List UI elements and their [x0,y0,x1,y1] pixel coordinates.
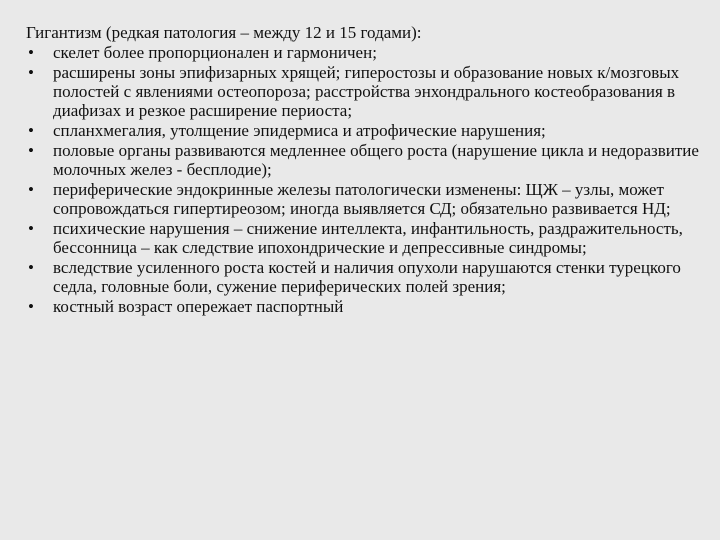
list-item [26,297,706,316]
list-item [26,121,706,140]
list-item-text: половые органы развиваются медленнее общего роста (нарушение цикла и недоразвитие молочных желез - бесплодие); [53,141,699,179]
list-item-text: периферические эндокринные железы патологически изменены: ЩЖ – узлы, может сопровождаться гипертиреозом; иногда выявляется СД; обязательно развивается НД; [53,180,671,218]
bullet-icon: • [28,297,34,316]
list-item [26,43,706,62]
list-item-text: спланхмегалия, утолщение эпидермиса и атрофические нарушения; [53,121,546,140]
bullet-icon: • [28,43,34,62]
list-item-text: костный возраст опережает паспортный [53,297,344,316]
list-item-text: расширены зоны эпифизарных хрящей; гиперостозы и образование новых к/мозговых полостей с явлениями остеопороза; расстройства энхондрального костеобразования в диафизах и резкое расширение периоста; [53,63,680,120]
list-item [26,258,706,296]
list-item-text: скелет более пропорционален и гармоничен; [53,43,377,62]
list-item [26,63,706,120]
slide-title: Гигантизм (редкая патология – между 12 и 15 годами): [26,23,422,42]
list-item-text: вследствие усиленного роста костей и наличия опухоли нарушаются стенки турецкого седла, головные боли, сужение периферических полей зрения; [53,258,681,296]
bullet-icon: • [28,141,34,160]
bullet-list [26,43,706,316]
list-item [26,180,706,218]
bullet-icon: • [28,258,34,277]
bullet-icon: • [28,121,34,140]
list-item-text: психические нарушения – снижение интеллекта, инфантильность, раздражительность, бессонница – как следствие ипохондрические и депрессивные синдромы; [53,219,683,257]
bullet-icon: • [28,219,34,238]
bullet-icon: • [28,63,34,82]
list-item [26,141,706,179]
list-item [26,219,706,257]
slide-content [26,23,706,317]
bullet-icon: • [28,180,34,199]
